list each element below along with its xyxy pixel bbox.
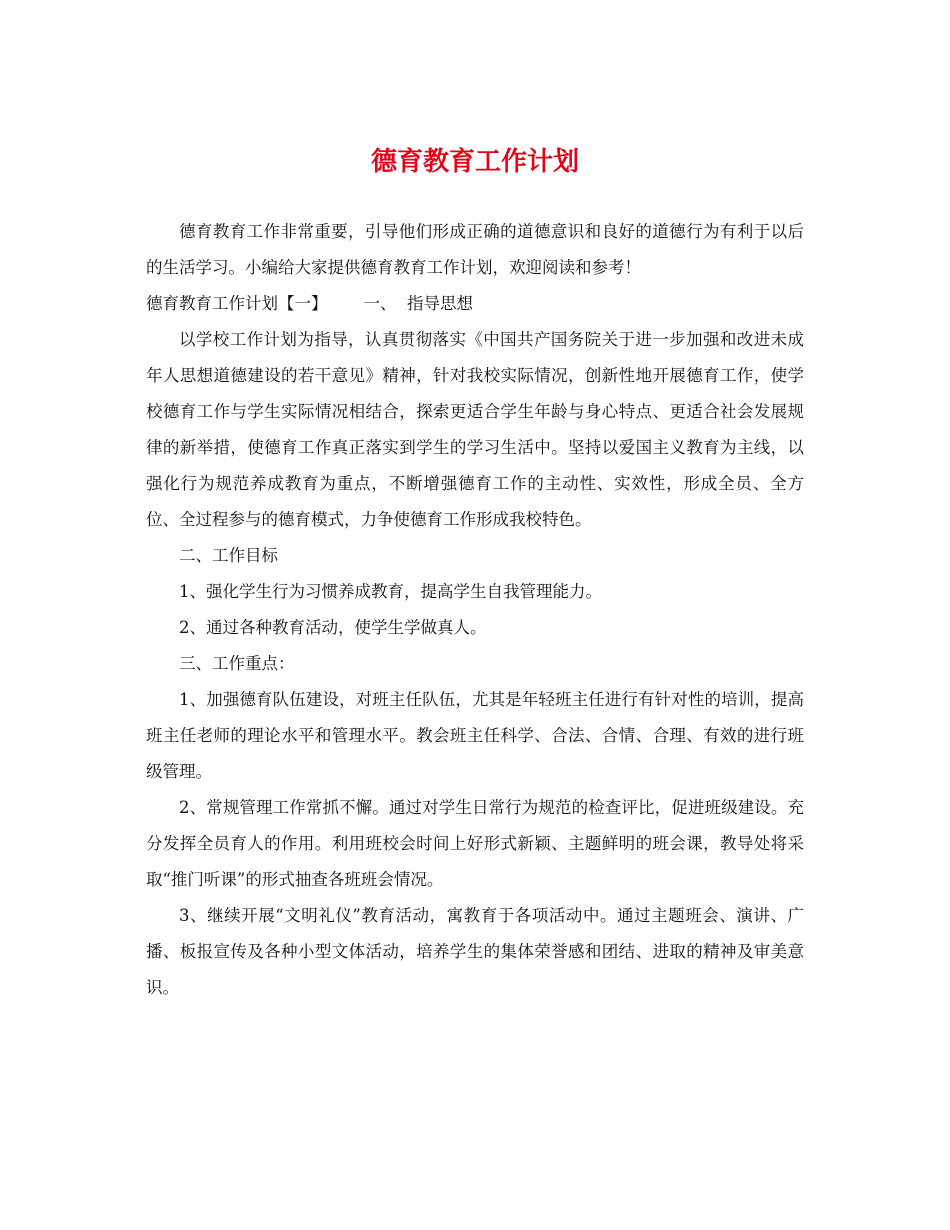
intro-paragraph: 德育教育工作非常重要，引导他们形成正确的道德意识和良好的道德行为有利于以后的生活学习。小编给大家提供德育教育工作计划，欢迎阅读和参考！ (146, 222, 804, 277)
section3-item: 3、继续开展“文明礼仪”教育活动，寓教育于各项活动中。通过主题班会、演讲、广播、板报宣传及各种小型文体活动，培养学生的集体荣誉感和团结、进取的精神及审美意识。 (146, 906, 804, 997)
document-body (146, 214, 804, 1006)
section2-item: 1、强化学生行为习惯养成教育，提高学生自我管理能力。 (179, 582, 602, 601)
document-title: 德育教育工作计划 (370, 147, 579, 177)
section2-item: 2、通过各种教育活动，使学生学做真人。 (179, 618, 487, 637)
section1-paragraph: 以学校工作计划为指导，认真贯彻落实《中国共产国务院关于进一步加强和改进未成年人思想道德建设的若干意见》精神，针对我校实际情况，创新性地开展德育工作，使学校德育工作与学生实际情况相结合，探索更适合学生年龄与身心特点、更适合社会发展规律的新举措，使德育工作真正落实到学生的学习生活中。坚持以爱国主义教育为主线，以强化行为规范养成教育为重点，不断增强德育工作的主动性、实效性，形成全员、全方位、全过程参与的德育模式，力争使德育工作形成我校特色。 (146, 330, 804, 529)
section2-heading: 二、工作目标 (179, 546, 278, 565)
section3-heading: 三、工作重点： (179, 654, 295, 673)
section1-heading: 一、 指导思想 (363, 294, 473, 313)
section3-item: 2、常规管理工作常抓不懈。通过对学生日常行为规范的检查评比，促进班级建设。充分发挥全员育人的作用。利用班校会时间上好形式新颖、主题鲜明的班会课，教导处将采取“推门听课”的形式抽查各班班会情况。 (146, 798, 804, 889)
section3-item: 1、加强德育队伍建设，对班主任队伍，尤其是年轻班主任进行有针对性的培训，提高班主任老师的理论水平和管理水平。教会班主任科学、合法、合情、合理、有效的进行班级管理。 (146, 690, 804, 781)
plan-heading-line (146, 286, 804, 322)
plan-heading: 德育教育工作计划【一】 (146, 294, 328, 313)
